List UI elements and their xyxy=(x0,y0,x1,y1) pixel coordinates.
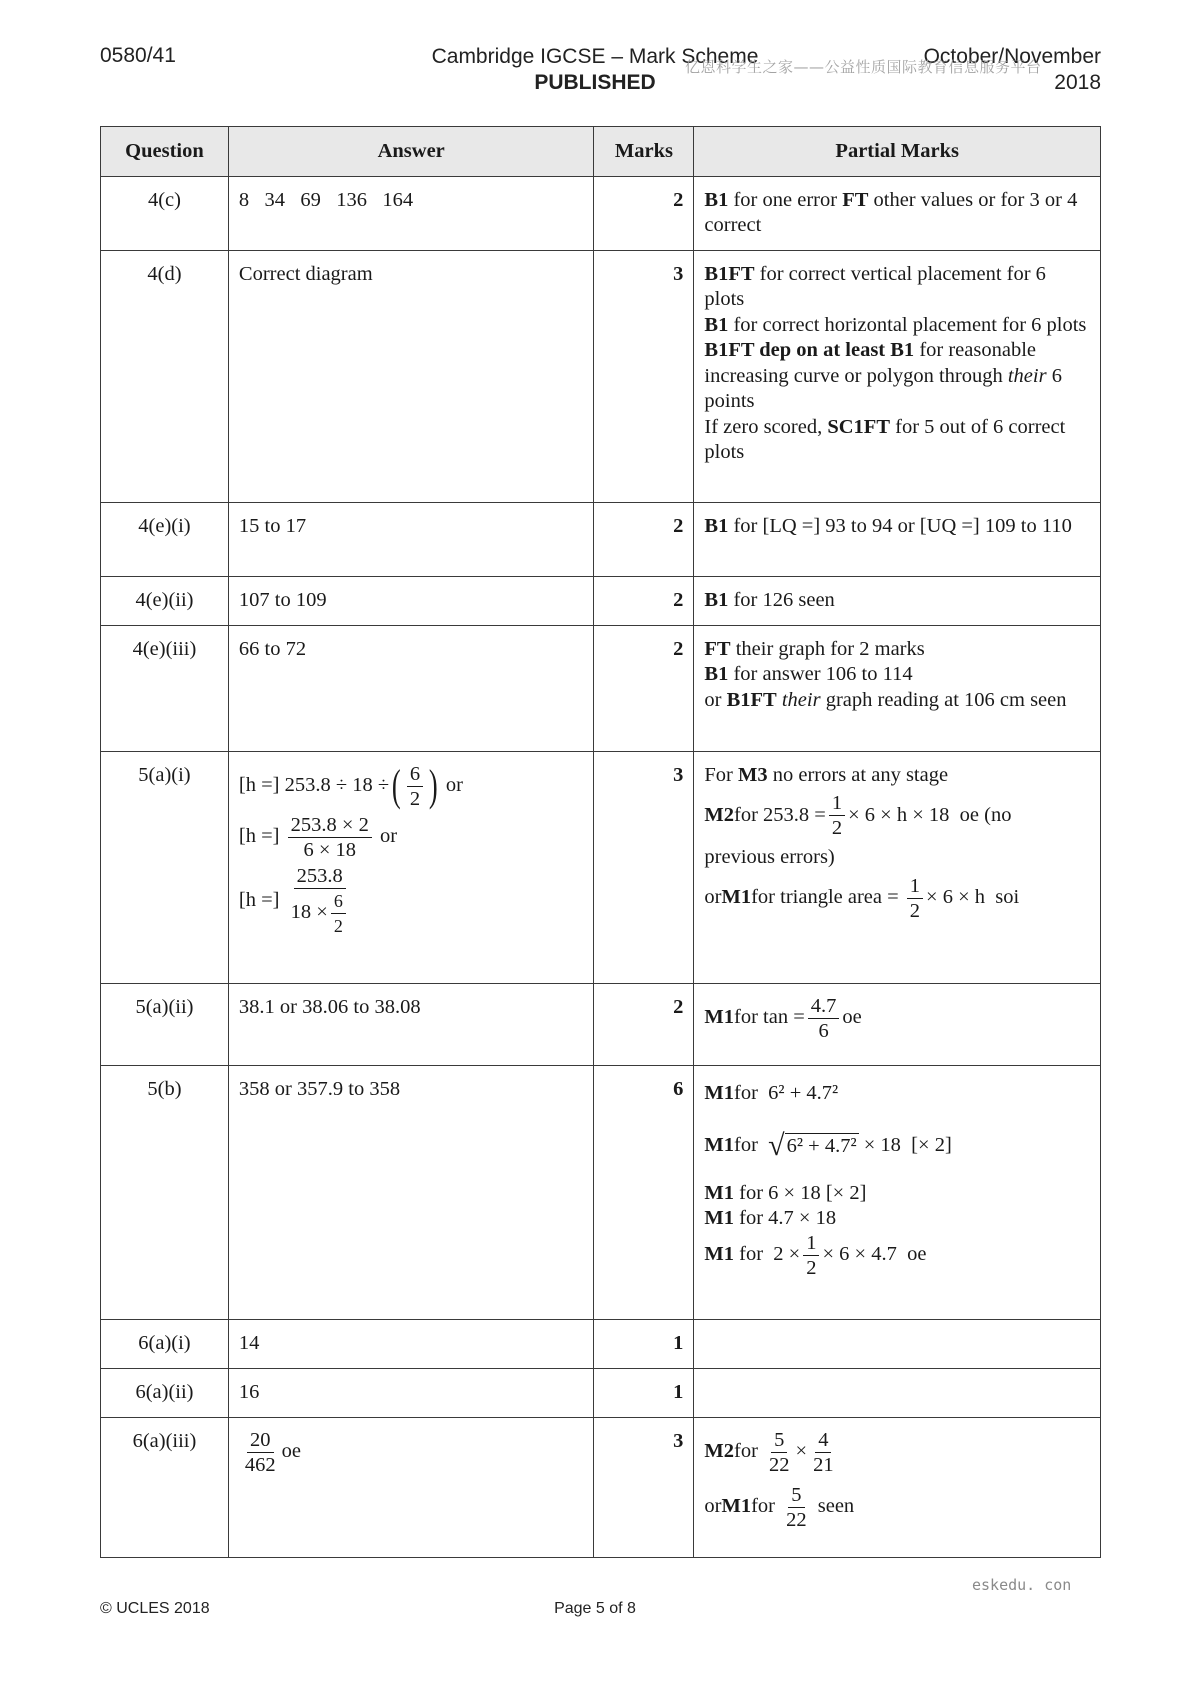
table-row xyxy=(101,1065,1101,1319)
math-text: × 6 × h xyxy=(926,886,986,909)
numerator: 20 xyxy=(247,1429,274,1453)
mark-code: M1 xyxy=(721,1495,752,1518)
site-watermark: eskedu. con xyxy=(972,1576,1072,1594)
mark-code: M3 xyxy=(738,763,768,786)
pm-text: seen xyxy=(817,1495,855,1518)
marks-cell: 3 xyxy=(594,751,694,983)
math-text: × xyxy=(795,1440,808,1463)
pm-text: For xyxy=(704,763,739,786)
question-cell: 4(e)(iii) xyxy=(101,625,229,751)
pm-text: for reasonable increasing curve or polygon through xyxy=(704,339,1036,387)
table-row xyxy=(101,751,1101,983)
table-row xyxy=(101,576,1101,625)
mark-code: SC1FT xyxy=(827,415,890,438)
answer-line xyxy=(239,763,584,810)
pm-text: their graph for 2 marks xyxy=(730,637,925,660)
numerator: 253.8 xyxy=(294,865,346,889)
partial-marks-cell xyxy=(694,1368,1101,1417)
denominator: 21 xyxy=(813,1453,834,1476)
answer-cell: 14 xyxy=(228,1319,594,1368)
mark-scheme-table xyxy=(100,126,1101,1558)
pm-text: for one error xyxy=(728,188,843,211)
pm-text: for tan = xyxy=(734,1006,805,1029)
radicand: 6² + 4.7² xyxy=(785,1133,859,1160)
marks-cell: 2 xyxy=(594,576,694,625)
mark-code: M1 xyxy=(704,1207,735,1229)
math-text: × 6 × 4.7 oe xyxy=(822,1243,927,1266)
mark-code: M1 xyxy=(704,1133,735,1156)
pm-text: oe xyxy=(281,1440,302,1463)
pm-text: If zero scored, xyxy=(704,415,828,438)
denominator: 6 xyxy=(818,1019,829,1042)
mark-code: B1FT xyxy=(704,262,755,285)
watermark-text: 亿恩科学生之家——公益性质国际教育信息服务平台 xyxy=(685,58,1042,76)
marks-cell: 1 xyxy=(594,1368,694,1417)
pm-text: 6 points xyxy=(704,364,1062,412)
partial-marks-cell xyxy=(694,625,1101,751)
table-row xyxy=(101,250,1101,502)
pm-italic: their xyxy=(1007,364,1047,387)
answer-line xyxy=(239,865,584,937)
answer-cell: 38.1 or 38.06 to 38.08 xyxy=(228,983,594,1065)
question-cell: 4(d) xyxy=(101,250,229,502)
or-text: or xyxy=(445,774,463,797)
question-cell: 4(e)(i) xyxy=(101,502,229,576)
pm-italic: their xyxy=(781,688,821,711)
table-row xyxy=(101,983,1101,1065)
pm-text: for answer 106 to 114 xyxy=(728,663,913,685)
mark-code: M1 xyxy=(704,1243,735,1266)
mark-code: B1 xyxy=(704,313,729,336)
math-text: 18 × xyxy=(290,900,328,923)
denominator: 2 xyxy=(909,899,921,922)
mark-code: B1 xyxy=(704,188,729,211)
bracketed-fraction: ( $\frac{6}{2}$ ) xyxy=(392,761,438,810)
pm-text: for xyxy=(734,1133,758,1156)
numerator: 4 xyxy=(815,1429,831,1453)
denominator: 2 xyxy=(806,1256,817,1279)
marks-cell: 2 xyxy=(594,502,694,576)
table-row xyxy=(101,502,1101,576)
math-text: 6² + 4.7² xyxy=(768,1081,839,1104)
math-text: × 18 [× 2] xyxy=(863,1133,952,1156)
question-cell: 5(a)(ii) xyxy=(101,983,229,1065)
pm-text: graph reading at 106 cm seen xyxy=(820,688,1067,711)
partial-marks-cell xyxy=(694,576,1101,625)
pm-text: or xyxy=(704,1495,722,1518)
mark-code: B1 xyxy=(704,663,729,685)
partial-marks-cell xyxy=(694,983,1101,1065)
header-answer: Answer xyxy=(228,127,594,177)
denominator xyxy=(288,889,352,937)
partial-marks-cell xyxy=(694,176,1101,250)
mark-code: B1 xyxy=(704,514,729,537)
denominator: 462 xyxy=(244,1453,276,1476)
pm-text: previous errors) xyxy=(704,846,835,868)
partial-marks-cell xyxy=(694,1417,1101,1557)
answer-cell: 15 to 17 xyxy=(228,502,594,576)
h-label: [h =] xyxy=(238,774,280,797)
answer-cell: 16 xyxy=(228,1368,594,1417)
page-number: Page 5 of 8 xyxy=(554,1600,636,1617)
header-question: Question xyxy=(101,127,229,177)
denominator: 2 xyxy=(831,817,843,839)
question-cell: 6(a)(iii) xyxy=(101,1417,229,1557)
mark-code: M1 xyxy=(704,1006,735,1029)
h-label: [h =] xyxy=(238,888,280,911)
mark-code: FT xyxy=(842,188,869,211)
answer-cell: 358 or 357.9 to 358 xyxy=(228,1065,594,1319)
marks-cell: 2 xyxy=(594,625,694,751)
sqrt-expression: √ 6² + 4.7² xyxy=(768,1128,857,1162)
marks-cell: 6 xyxy=(594,1065,694,1319)
pm-text: for [LQ =] 93 to 94 or [UQ =] 109 to 110 xyxy=(728,514,1072,537)
pm-text: for correct horizontal placement for 6 plots xyxy=(728,313,1087,336)
table-row xyxy=(101,1417,1101,1557)
mark-code: B1FT xyxy=(726,688,777,711)
numerator: 4.7 xyxy=(808,995,840,1019)
mark-code: B1FT dep on at least B1 xyxy=(704,339,915,361)
partial-marks-cell xyxy=(694,502,1101,576)
mark-code: M1 xyxy=(704,1081,735,1104)
mark-code: FT xyxy=(704,637,731,660)
pm-text: for xyxy=(751,1495,775,1518)
mark-code: M1 xyxy=(721,886,752,909)
pm-text: soi xyxy=(995,886,1020,909)
numerator: 6 xyxy=(331,890,346,914)
denominator: 22 xyxy=(786,1508,807,1531)
session-label: October/November xyxy=(923,45,1101,68)
table-row xyxy=(101,176,1101,250)
numerator: 6 xyxy=(407,763,423,787)
mark-code: B1 xyxy=(704,588,729,611)
pm-text: oe xyxy=(842,1006,862,1029)
table-row xyxy=(101,1368,1101,1417)
question-cell: 6(a)(ii) xyxy=(101,1368,229,1417)
question-cell: 5(a)(i) xyxy=(101,751,229,983)
numerator: 1 xyxy=(829,792,845,816)
or-text: or xyxy=(379,825,398,848)
denominator: 2 xyxy=(333,915,343,936)
mark-code: M2 xyxy=(704,803,735,826)
question-cell: 4(c) xyxy=(101,176,229,250)
answer-cell: 66 to 72 xyxy=(228,625,594,751)
answer-cell xyxy=(228,176,594,250)
partial-marks-cell xyxy=(694,1065,1101,1319)
numerator: 253.8 × 2 xyxy=(288,814,372,838)
answer-cell xyxy=(228,751,594,983)
mark-code: M1 xyxy=(704,1181,735,1204)
answer-cell: 107 to 109 xyxy=(228,576,594,625)
exam-code: 0580/41 xyxy=(100,44,176,67)
table-row xyxy=(101,625,1101,751)
pm-text: for 4.7 × 18 xyxy=(734,1207,837,1229)
marks-cell: 3 xyxy=(594,250,694,502)
partial-marks-cell xyxy=(694,1319,1101,1368)
pm-text: oe (no xyxy=(959,803,1012,826)
pm-text: for 5 out of 6 correct plots xyxy=(704,415,1066,463)
pm-text: for xyxy=(734,1440,758,1463)
math-text: × 6 × h × 18 xyxy=(848,803,950,826)
question-cell: 5(b) xyxy=(101,1065,229,1319)
table-header-row xyxy=(101,127,1101,177)
pm-text: for correct vertical placement for 6 plots xyxy=(704,262,1046,310)
math-text: 253.8 ÷ 18 ÷ xyxy=(284,774,390,797)
partial-marks-cell xyxy=(694,250,1101,502)
year-label: 2018 xyxy=(1054,71,1101,94)
header-partial-marks: Partial Marks xyxy=(694,127,1101,177)
pm-text: or xyxy=(704,886,722,909)
denominator: 22 xyxy=(769,1453,790,1476)
pm-text: no errors at any stage xyxy=(767,763,949,786)
answer-line xyxy=(239,814,584,861)
answer-cell: Correct diagram xyxy=(228,250,594,502)
marks-cell: 3 xyxy=(594,1417,694,1557)
pm-text: for xyxy=(734,1081,758,1104)
pm-text: for 2 × xyxy=(734,1243,801,1266)
marks-cell: 2 xyxy=(594,983,694,1065)
numerator: 5 xyxy=(788,1484,804,1508)
pm-text: for 126 seen xyxy=(728,588,835,611)
question-cell: 6(a)(i) xyxy=(101,1319,229,1368)
question-cell: 4(e)(ii) xyxy=(101,576,229,625)
pm-text: for 253.8 = xyxy=(734,803,826,826)
numerator: 5 xyxy=(771,1429,787,1453)
header-marks: Marks xyxy=(594,127,694,177)
title-text: Cambridge IGCSE – Mark Scheme xyxy=(431,45,759,68)
copyright: © UCLES 2018 xyxy=(100,1600,210,1617)
partial-marks-cell xyxy=(694,751,1101,983)
marks-cell: 1 xyxy=(594,1319,694,1368)
published-label: PUBLISHED xyxy=(534,71,656,94)
h-label: [h =] xyxy=(238,825,280,848)
numerator: 1 xyxy=(907,875,923,899)
answer-text: 8 34 69 136 164 xyxy=(238,188,414,211)
table-row xyxy=(101,1319,1101,1368)
denominator: 6 × 18 xyxy=(303,838,357,861)
answer-cell xyxy=(228,1417,594,1557)
pm-text: other values or for 3 or 4 correct xyxy=(704,188,1078,236)
pm-text: for 6 × 18 [× 2] xyxy=(734,1181,867,1204)
numerator: 1 xyxy=(803,1232,819,1256)
pm-text: for triangle area = xyxy=(751,886,899,909)
mark-code: M2 xyxy=(704,1440,735,1463)
denominator: 2 xyxy=(409,787,421,810)
marks-cell: 2 xyxy=(594,176,694,250)
pm-text: or xyxy=(704,688,727,711)
